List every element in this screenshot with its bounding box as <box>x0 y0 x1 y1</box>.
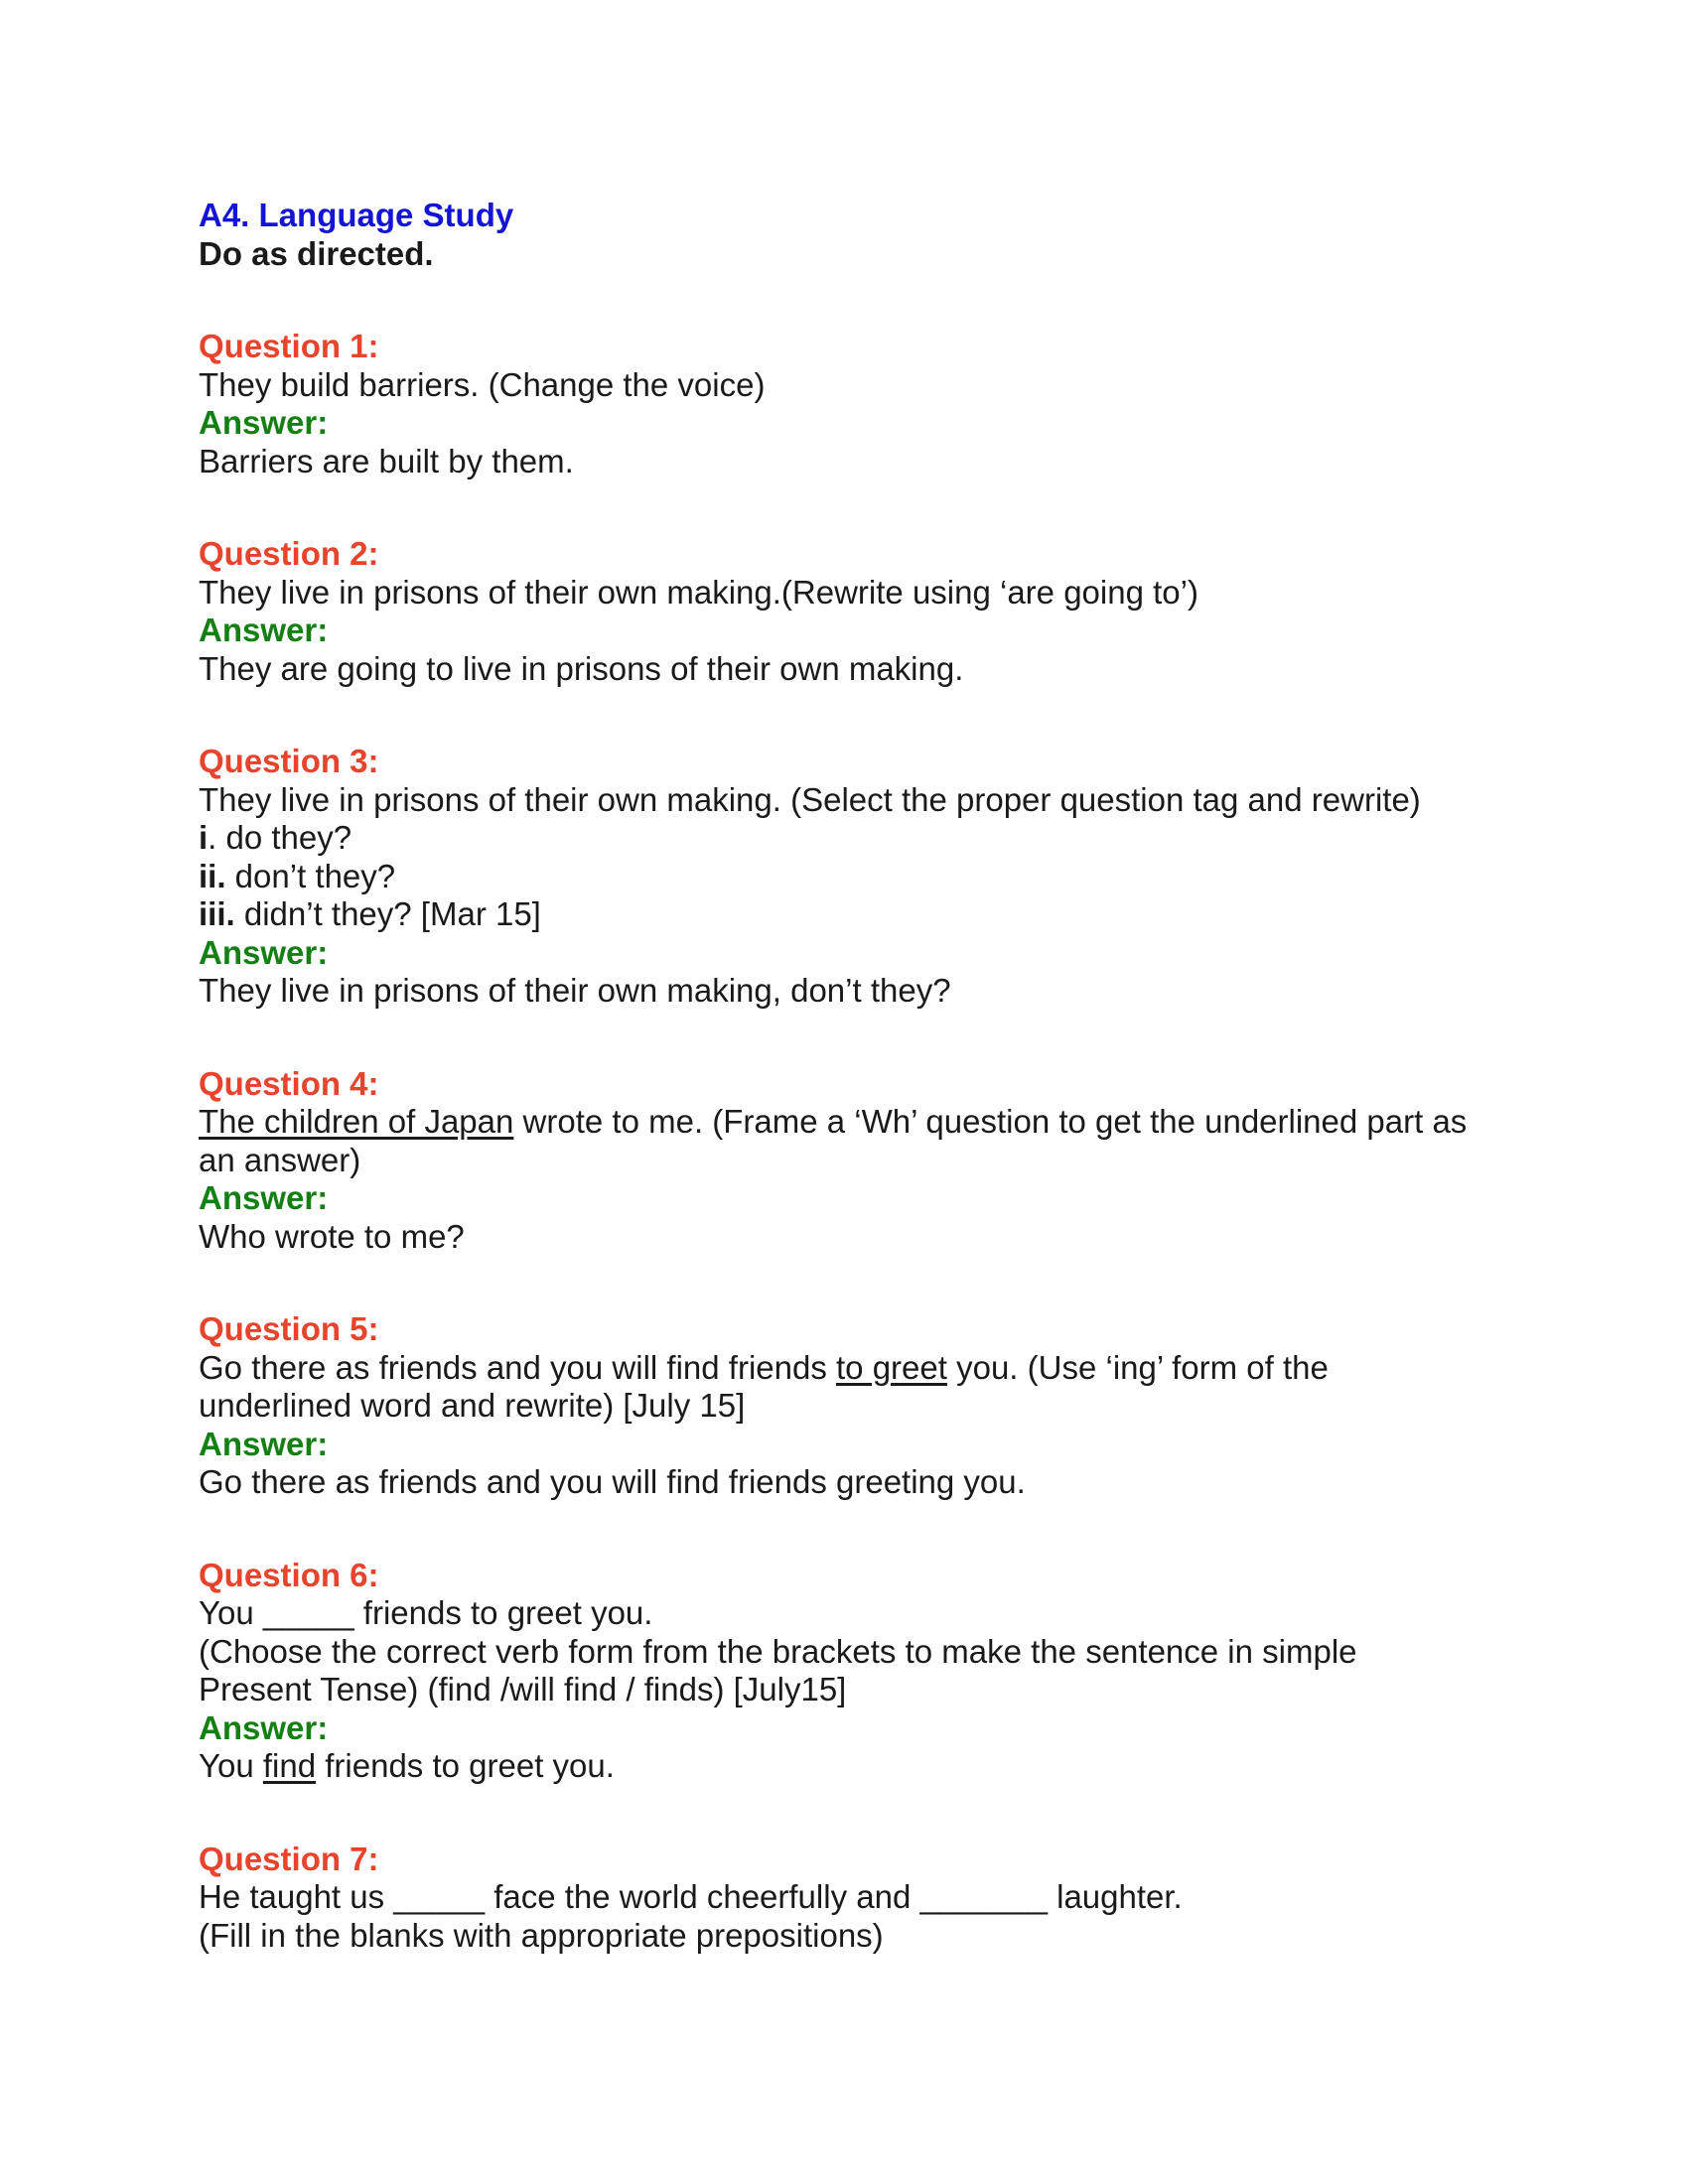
option-number: iii. <box>199 895 235 932</box>
underlined-phrase: to greet <box>836 1348 947 1386</box>
answer-label: Answer: <box>199 1179 329 1216</box>
question-prompt <box>199 1103 1519 1142</box>
prompt-text: wrote to me. (Frame a ‘Wh’ question to get the underlined part as <box>513 1103 1468 1140</box>
question-block-3 <box>199 743 1519 1011</box>
answer-label: Answer: <box>199 1708 329 1746</box>
question-prompt-continued: underlined word and rewrite) [July 15] <box>199 1387 746 1424</box>
section-title: A4. Language Study <box>199 197 514 233</box>
question-label: Question 1: <box>199 328 379 364</box>
option-text: didn’t they? [Mar 15] <box>234 895 541 932</box>
question-prompt-continued: (Choose the correct verb form from the brackets to make the sentence in simple <box>199 1632 1357 1670</box>
question-label: Question 3: <box>199 743 379 779</box>
prompt-text: Go there as friends and you will find friends <box>199 1348 837 1386</box>
option-text: don’t they? <box>225 857 396 894</box>
underlined-phrase: find <box>262 1747 317 1784</box>
option-item <box>199 819 1519 858</box>
question-block-6 <box>199 1557 1519 1786</box>
answer-label: Answer: <box>199 1425 329 1462</box>
question-label: Question 7: <box>199 1840 379 1877</box>
option-number: i <box>199 819 209 856</box>
prompt-text: you. (Use ‘ing’ form of the <box>946 1348 1329 1386</box>
answer-text-part: You <box>199 1747 263 1784</box>
answer-text: They are going to live in prisons of their own making. <box>199 649 964 687</box>
answer-text: They live in prisons of their own making, don’t they? <box>199 972 951 1009</box>
question-block-2 <box>199 535 1519 688</box>
option-number: ii. <box>199 857 226 894</box>
question-block-5 <box>199 1310 1519 1502</box>
option-item <box>199 858 1519 896</box>
answer-text-part: friends to greet you. <box>316 1747 615 1784</box>
question-label: Question 5: <box>199 1310 379 1347</box>
answer-label: Answer: <box>199 612 329 648</box>
question-prompt: They live in prisons of their own making. (Select the proper question tag and rewrite) <box>199 780 1421 818</box>
question-block-4 <box>199 1065 1519 1257</box>
answer-text: Who wrote to me? <box>199 1217 465 1255</box>
answer-text: Go there as friends and you will find friends greeting you. <box>199 1463 1026 1500</box>
answer-label: Answer: <box>199 933 329 971</box>
answer-text <box>199 1747 1519 1786</box>
question-prompt-continued: an answer) <box>199 1141 361 1178</box>
question-prompt: He taught us _____ face the world cheerfully and _______ laughter. <box>199 1878 1183 1915</box>
answer-label: Answer: <box>199 404 329 441</box>
section-instruction: Do as directed. <box>199 234 434 272</box>
option-text: . do they? <box>208 819 352 856</box>
question-label: Question 6: <box>199 1556 379 1593</box>
underlined-phrase: The children of Japan <box>199 1103 514 1140</box>
question-prompt: They build barriers. (Change the voice) <box>199 365 766 403</box>
question-prompt <box>199 1349 1519 1388</box>
question-block-1 <box>199 328 1519 480</box>
question-prompt: You _____ friends to greet you. <box>199 1594 653 1631</box>
question-label: Question 2: <box>199 535 379 572</box>
question-block-7 <box>199 1841 1519 1956</box>
question-label: Question 4: <box>199 1064 379 1102</box>
answer-text: Barriers are built by them. <box>199 442 574 479</box>
worksheet-page <box>199 197 1519 1955</box>
question-prompt-continued: Present Tense) (find /will find / finds) [July15] <box>199 1671 847 1707</box>
question-prompt: They live in prisons of their own making.(Rewrite using ‘are going to’) <box>199 573 1198 611</box>
question-prompt-continued: (Fill in the blanks with appropriate prepositions) <box>199 1916 884 1954</box>
option-item <box>199 895 1519 934</box>
